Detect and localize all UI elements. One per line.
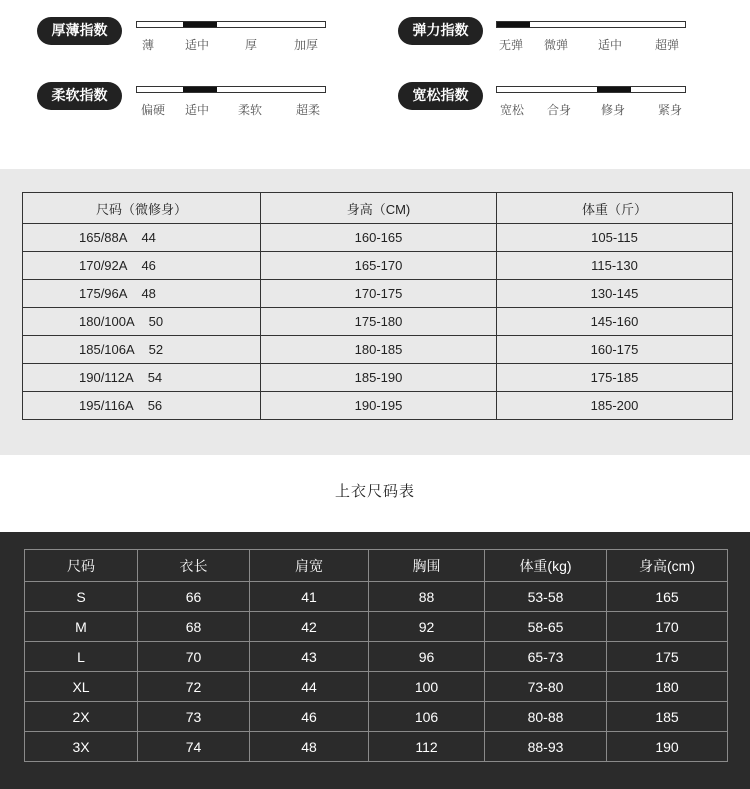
- size-cell: [23, 392, 261, 420]
- scale-labels: [494, 36, 698, 53]
- table-row: [25, 642, 728, 672]
- size-number: 54: [147, 370, 163, 385]
- index-elasticity: [398, 17, 738, 67]
- size-code: 175/96A: [79, 286, 128, 301]
- header-height: 身高（CM): [261, 193, 497, 224]
- table-row: [25, 702, 728, 732]
- table-cell: 106: [369, 702, 485, 732]
- weight-cell: 130-145: [497, 280, 733, 308]
- size-cell: [23, 224, 261, 252]
- table-cell: 2X: [25, 702, 138, 732]
- index-thickness: [37, 17, 377, 67]
- table-cell: 58-65: [485, 612, 607, 642]
- table-cell: 42: [250, 612, 369, 642]
- weight-cell: 185-200: [497, 392, 733, 420]
- table-cell: 92: [369, 612, 485, 642]
- table-row: [25, 732, 728, 762]
- header-size: 尺码（微修身）: [23, 193, 261, 224]
- scale-selected-fill: [183, 22, 217, 27]
- scale-label: 无弹: [498, 38, 523, 52]
- scale-label: 薄: [141, 38, 154, 52]
- height-cell: 185-190: [261, 364, 497, 392]
- table-cell: 74: [138, 732, 250, 762]
- size-number: 50: [148, 314, 164, 329]
- table-cell: 73-80: [485, 672, 607, 702]
- header-shoulder: 肩宽: [250, 550, 369, 582]
- table-cell: XL: [25, 672, 138, 702]
- scale-bar: [496, 86, 686, 93]
- size-code: 165/88A: [79, 230, 128, 245]
- index-label: 宽松指数: [398, 82, 483, 110]
- header-height: 身高(cm): [607, 550, 728, 582]
- scale-labels: [496, 101, 704, 118]
- header-length: 衣长: [138, 550, 250, 582]
- size-code: 180/100A: [79, 314, 135, 329]
- index-label: 弹力指数: [398, 17, 483, 45]
- table-cell: 48: [250, 732, 369, 762]
- table-cell: 44: [250, 672, 369, 702]
- scale-label: 超柔: [295, 103, 320, 117]
- size-number: 56: [147, 398, 163, 413]
- scale-label: 修身: [600, 103, 625, 117]
- scale-label: 适中: [184, 103, 209, 117]
- size-number: 48: [141, 286, 156, 301]
- header-size: 尺码: [25, 550, 138, 582]
- table-cell: 72: [138, 672, 250, 702]
- table-header-row: [23, 193, 733, 224]
- top-size-table-title: 上衣尺码表: [334, 482, 415, 500]
- table-cell: 170: [607, 612, 728, 642]
- scale-bar: [136, 21, 326, 28]
- table-cell: 73: [138, 702, 250, 732]
- header-chest: 胸围: [369, 550, 485, 582]
- scale-bar: [136, 86, 326, 93]
- size-chart-table: [22, 192, 733, 420]
- table-cell: 65-73: [485, 642, 607, 672]
- top-size-table: [24, 549, 728, 762]
- table-cell: 3X: [25, 732, 138, 762]
- height-cell: 190-195: [261, 392, 497, 420]
- table-row: [23, 364, 733, 392]
- table-cell: M: [25, 612, 138, 642]
- scale-label: 偏硬: [140, 103, 165, 117]
- size-cell: [23, 308, 261, 336]
- table-cell: 100: [369, 672, 485, 702]
- scale-label: 微弹: [543, 38, 568, 52]
- scale-label: 加厚: [293, 38, 318, 52]
- scale-label: 适中: [597, 38, 622, 52]
- index-label: 柔软指数: [37, 82, 122, 110]
- table-cell: 70: [138, 642, 250, 672]
- size-chart-section: [0, 169, 750, 455]
- height-cell: 180-185: [261, 336, 497, 364]
- scale-selected-fill: [497, 22, 530, 27]
- weight-cell: 105-115: [497, 224, 733, 252]
- table-cell: 88: [369, 582, 485, 612]
- table-cell: 41: [250, 582, 369, 612]
- index-label: 厚薄指数: [37, 17, 122, 45]
- index-softness: [37, 82, 377, 132]
- scale-label: 厚: [244, 38, 257, 52]
- table-cell: 46: [250, 702, 369, 732]
- table-row: [25, 612, 728, 642]
- size-cell: [23, 336, 261, 364]
- index-fit: [398, 82, 738, 132]
- table-cell: 165: [607, 582, 728, 612]
- weight-cell: 145-160: [497, 308, 733, 336]
- table-row: [23, 280, 733, 308]
- scale-bar: [496, 21, 686, 28]
- scale-label: 超弹: [654, 38, 679, 52]
- table-cell: 190: [607, 732, 728, 762]
- scale-label: 合身: [546, 103, 571, 117]
- table-cell: 112: [369, 732, 485, 762]
- table-cell: 185: [607, 702, 728, 732]
- table-cell: 175: [607, 642, 728, 672]
- table-row: [23, 336, 733, 364]
- scale-label: 柔软: [237, 103, 262, 117]
- weight-cell: 160-175: [497, 336, 733, 364]
- height-cell: 175-180: [261, 308, 497, 336]
- scale-selected-fill: [597, 87, 631, 92]
- table-row: [25, 672, 728, 702]
- height-cell: 160-165: [261, 224, 497, 252]
- table-row: [23, 308, 733, 336]
- table-row: [23, 392, 733, 420]
- size-code: 185/106A: [79, 342, 135, 357]
- size-cell: [23, 364, 261, 392]
- table-cell: L: [25, 642, 138, 672]
- table-cell: 68: [138, 612, 250, 642]
- scale-label: 宽松: [499, 103, 524, 117]
- table-cell: 43: [250, 642, 369, 672]
- table-cell: S: [25, 582, 138, 612]
- size-cell: [23, 252, 261, 280]
- weight-cell: 115-130: [497, 252, 733, 280]
- scale-labels: [129, 36, 337, 53]
- scale-labels: [135, 101, 339, 118]
- size-code: 170/92A: [79, 258, 128, 273]
- height-cell: 165-170: [261, 252, 497, 280]
- size-number: 46: [141, 258, 156, 273]
- table-cell: 66: [138, 582, 250, 612]
- size-cell: [23, 280, 261, 308]
- size-code: 195/116A: [79, 398, 134, 413]
- table-cell: 80-88: [485, 702, 607, 732]
- size-number: 52: [148, 342, 164, 357]
- table-cell: 53-58: [485, 582, 607, 612]
- table-cell: 96: [369, 642, 485, 672]
- size-number: 44: [141, 230, 156, 245]
- table-row: [25, 582, 728, 612]
- weight-cell: 175-185: [497, 364, 733, 392]
- table-cell: 180: [607, 672, 728, 702]
- table-row: [23, 224, 733, 252]
- table-cell: 88-93: [485, 732, 607, 762]
- size-code: 190/112A: [79, 370, 134, 385]
- scale-label: 紧身: [657, 103, 682, 117]
- top-size-section: [0, 532, 750, 789]
- table-row: [23, 252, 733, 280]
- header-weight: 体重(kg): [485, 550, 607, 582]
- height-cell: 170-175: [261, 280, 497, 308]
- scale-label: 适中: [184, 38, 209, 52]
- table-header-row: [25, 550, 728, 582]
- scale-selected-fill: [183, 87, 217, 92]
- header-weight: 体重（斤）: [497, 193, 733, 224]
